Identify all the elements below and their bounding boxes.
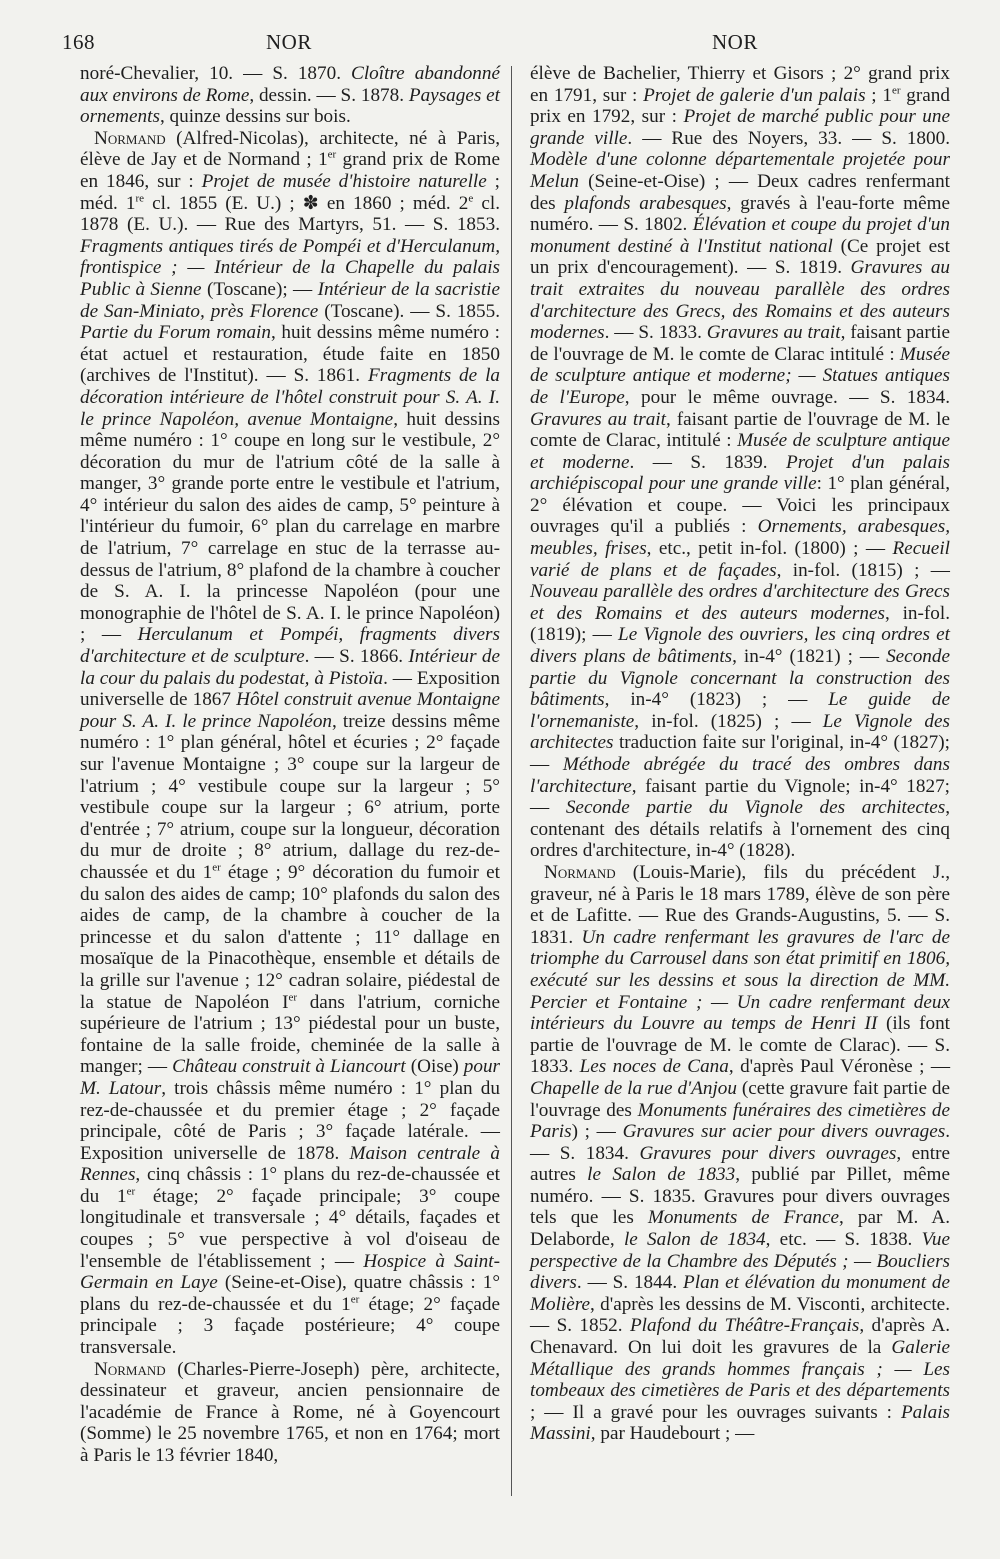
entry-continuation: élève de Bachelier, Thierry et Gisors ; 2° grand prix en 1791, sur : Projet de galerie d'un palais ; 1er grand prix en 1792, sur : Projet de marché public pour une grande ville. — Rue des Noyers, 33. — S. 1800. Modèle d'une colonne départementale projetée pour Melun (Seine-et-Oise) ; — Deux cadres renfermant des plafonds arabesques, gravés à l'eau-forte même numéro. — S. 1802. Élévation et coupe du projet d'un monument destiné à l'Institut national (Ce projet est un prix d'encouragement). — S. 1819. Gravures au trait extraites du nouveau parallèle des ordres d'architecture des Grecs, des Romains et des auteurs modernes. — S. 1833. Gravures au trait, faisant partie de l'ouvrage de M. le comte de Clarac intitulé : Musée de sculpture antique et moderne; — Statues antiques de l'Europe, pour le même ouvrage. — S. 1834. Gravures au trait, faisant partie de l'ouvrage de M. le comte de Clarac, intitulé : Musée de sculpture antique et moderne. — S. 1839. Projet d'un palais archiépiscopal pour une grande ville: 1° plan général, 2° élévation et coupe. — Voici les principaux ouvrages qu'il a publiés : Ornements, arabesques, meubles, frises, etc., petit in-fol. (1800) ; — Recueil varié de plans et de façades, in-fol. (1815) ; — Nouveau parallèle des ordres d'architecture des Grecs et des Romains et des auteurs modernes, in-fol. (1819); — Le Vignole des ouvriers, les cinq ordres et divers plans de bâtiments, in-4° (1821) ; — Seconde partie du Vignole concernant la construction des bâtiments, in-4° (1823) ; — Le guide de l'ornemaniste, in-fol. (1825) ; — Le Vignole des architectes traduction faite sur l'original, in-4° (1827); — Méthode abrégée du tracé des ombres dans l'architecture, faisant partie du Vignole; in-4° 1827; — Seconde partie du Vignole des architectes, contenant des détails relatifs à l'ornement des cinq ordres d'architecture, in-4° (1828). [530, 63, 951, 862]
running-head-right: NOR [712, 30, 758, 54]
entry-normand-louis-marie: Normand (Louis-Marie), fils du précédent J., graveur, né à Paris le 18 mars 1789, élève de son père et de Lafitte. — Rue des Grands-Augustins, 5. — S. 1831. Un cadre renfermant les gravures de l'arc de triomphe du Carrousel dans son état primitif en 1806, exécuté sur les dessins et sous la direction de MM. Percier et Fontaine ; — Un cadre renfermant deux intérieurs du Louvre au temps de Henri II (ils font partie de l'ouvrage de M. le comte de Clarac). — S. 1833. Les noces de Cana, d'après Paul Véronèse ; — Chapelle de la rue d'Anjou (cette gravure fait partie de l'ouvrage des Monuments funéraires des cimetières de Paris) ; — Gravures sur acier pour divers ouvrages. — S. 1834. Gravures pour divers ouvrages, entre autres le Salon de 1833, publié par Pillet, même numéro. — S. 1835. Gravures pour divers ouvrages tels que les Monuments de France, par M. A. Delaborde, le Salon de 1834, etc. — S. 1838. Vue perspective de la Chambre des Députés ; — Boucliers divers. — S. 1844. Plan et élévation du monument de Molière, d'après les dessins de M. Visconti, architecte. — S. 1852. Plafond du Théâtre-Français, d'après A. Chenavard. On lui doit les gravures de la Galerie Métallique des grands hommes français ; — Les tombeaux des cimetières de Paris et des départements ; — Il a gravé pour les ouvrages suivants : Palais Massini, par Haudebourt ; — [530, 861, 951, 1445]
entry-continuation: noré-Chevalier, 10. — S. 1870. Cloître abandonné aux environs de Rome, dessin. — S. 1878. Paysages et ornements, quinze dessins sur bois. [80, 63, 500, 128]
entry-normand-alfred-nicolas: Normand (Alfred-Nicolas), architecte, né à Paris, élève de Jay et de Normand ; 1er grand prix de Rome en 1846, sur : Projet de musée d'histoire naturelle ; méd. 1re cl. 1855 (E. U.) ; ✽ en 1860 ; méd. 2e cl. 1878 (E. U.). — Rue des Martyrs, 51. — S. 1853. Fragments antiques tirés de Pompéi et d'Herculanum, frontispice ; — Intérieur de la Chapelle du palais Public à Sienne (Toscane); — Intérieur de la sacristie de San-Miniato, près Florence (Toscane). — S. 1855. Partie du Forum romain, huit dessins même numéro : état actuel et restauration, étude faite en 1850 (archives de l'Institut). — S. 1861. Fragments de la décoration intérieure de l'hôtel construit pour S. A. I. le prince Napoléon, avenue Montaigne, huit dessins même numéro : 1° coupe en long sur le vestibule, 2° décoration du mur de l'atrium côté de la salle à manger, 3° grande porte entre le vestibule et l'atrium, 4° intérieur du salon des aides de camp, 5° peinture à l'intérieur du fumoir, 6° plan du carrelage en marbre de l'atrium, 7° carrelage en stuc de la terrasse au-dessus de l'atrium, 8° plafond de la chambre à coucher de S. A. I. la princesse Napoléon (pour une monographie de l'hôtel de S. A. I. le prince Napoléon) ; — Herculanum et Pompéi, fragments divers d'architecture et de sculpture. — S. 1866. Intérieur de la cour du palais du podestat, à Pistoïa. — Exposition universelle de 1867 Hôtel construit avenue Montaigne pour S. A. I. le prince Napoléon, treize dessins même numéro : 1° plan général, hôtel et écuries ; 2° façade sur l'avenue Montaigne ; 3° coupe sur la largeur de l'atrium ; 4° vestibule coupe sur la largeur ; 5° vestibule coupe sur la largeur ; 6° atrium, porte d'entrée ; 7° atrium, coupe sur la longueur, décoration du mur de droite ; 8° atrium, dallage du rez-de-chaussée et du 1er étage ; 9° décoration du fumoir et du salon des aides de camp; 10° plafonds du salon des aides de camp, de la chambre à coucher de la princesse et du salon d'attente ; 11° dallage en mosaïque de la Pinacothèque, ensemble et détails de la grille sur l'avenue ; 12° cadran solaire, piédestal de la statue de Napoléon Ier dans l'atrium, corniche supérieure de l'atrium ; 13° piédestal pour un buste, fontaine de la salle froide, cheminée de la salle à manger; — Château construit à Liancourt (Oise) pour M. Latour, trois châssis même numéro : 1° plan du rez-de-chaussée et du premier étage ; 2° façade principale, côté de Paris ; 3° façade latérale. — Exposition universelle de 1878. Maison centrale à Rennes, cinq châssis : 1° plans du rez-de-chaussée et du 1er étage; 2° façade principale; 3° coupe longitudinale et transversale ; 4° détails, façades et coupes ; 5° vue perspective à vol d'oiseau de l'ensemble de l'établissement ; — Hospice à Saint-Germain en Laye (Seine-et-Oise), quatre châssis : 1° plans du rez-de-chaussée et du 1er étage; 2° façade principale ; 3 façade postérieure; 4° coupe transversale. [80, 127, 501, 1359]
entry-name: Normand [94, 1358, 166, 1380]
left-column [80, 63, 500, 1467]
page-number: 168 [62, 30, 95, 54]
entry-name: Normand [544, 861, 616, 883]
column-divider [511, 66, 512, 1496]
entry-name: Normand [94, 127, 166, 149]
entry-normand-charles-pierre-joseph: Normand (Charles-Pierre-Joseph) père, architecte, dessinateur et graveur, ancien pensionnaire de l'académie de France à Rome, né à Goyencourt (Somme) le 25 novembre 1765, et non en 1764; mort à Paris le 13 février 1840, [80, 1358, 500, 1466]
running-head-left: NOR [266, 30, 312, 54]
right-column [530, 63, 950, 1445]
